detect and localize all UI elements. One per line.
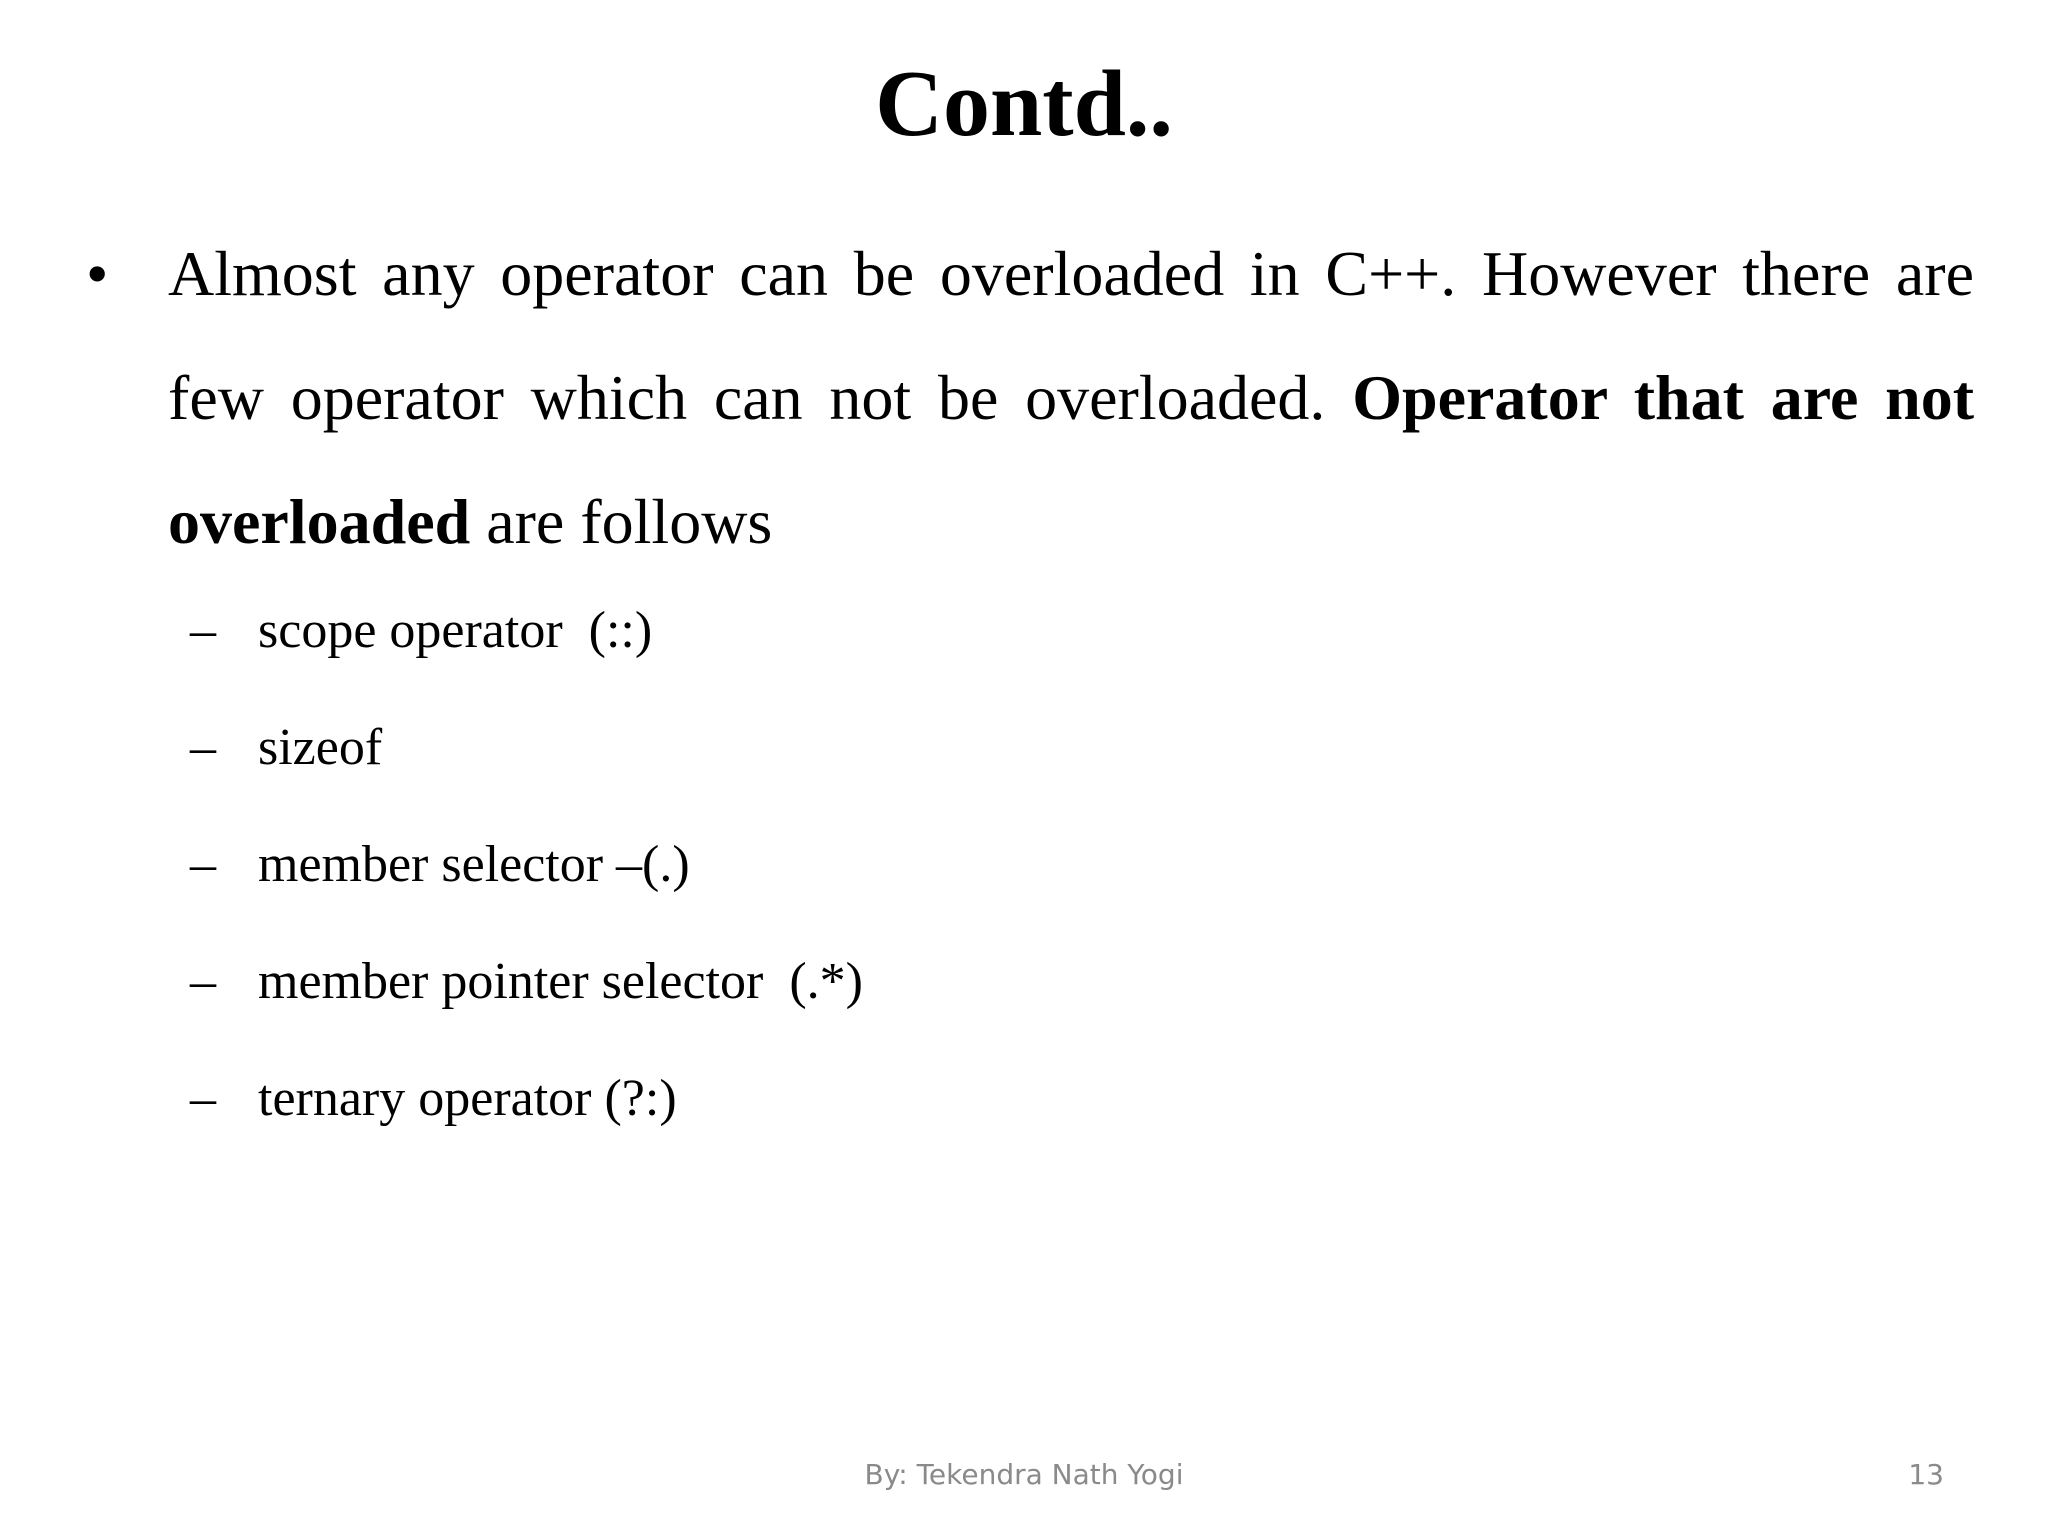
main-bullet-text bbox=[168, 212, 1974, 584]
page-number: 13 bbox=[1908, 1458, 1944, 1491]
main-text-part-2: are follows bbox=[470, 486, 773, 557]
footer-author: By: Tekendra Nath Yogi bbox=[864, 1458, 1184, 1491]
dash-icon: – bbox=[190, 602, 216, 659]
dash-icon: – bbox=[190, 953, 216, 1010]
list-item-text: ternary operator (?:) bbox=[258, 1070, 677, 1127]
bullet-icon: • bbox=[86, 238, 109, 309]
list-item-text: member selector –(.) bbox=[258, 836, 690, 893]
list-item bbox=[190, 942, 1890, 1059]
dash-icon: – bbox=[190, 1070, 216, 1127]
main-text-part-1: Almost any operator can be overloaded in C++. However there are few operator which can not be overloaded. bbox=[168, 238, 1974, 433]
main-text-bold: Operator that are not overloaded bbox=[168, 362, 1975, 557]
list-item bbox=[190, 825, 1890, 942]
list-item-text: member pointer selector (.*) bbox=[258, 953, 863, 1010]
dash-icon: – bbox=[190, 719, 216, 776]
list-item bbox=[190, 591, 1890, 708]
list-item-text: sizeof bbox=[258, 719, 383, 776]
sub-bullet-list bbox=[190, 591, 1890, 1176]
list-item bbox=[190, 708, 1890, 825]
dash-icon: – bbox=[190, 836, 216, 893]
list-item-text: scope operator (::) bbox=[258, 602, 653, 659]
slide-title: Contd.. bbox=[875, 52, 1173, 156]
list-item bbox=[190, 1059, 1890, 1176]
